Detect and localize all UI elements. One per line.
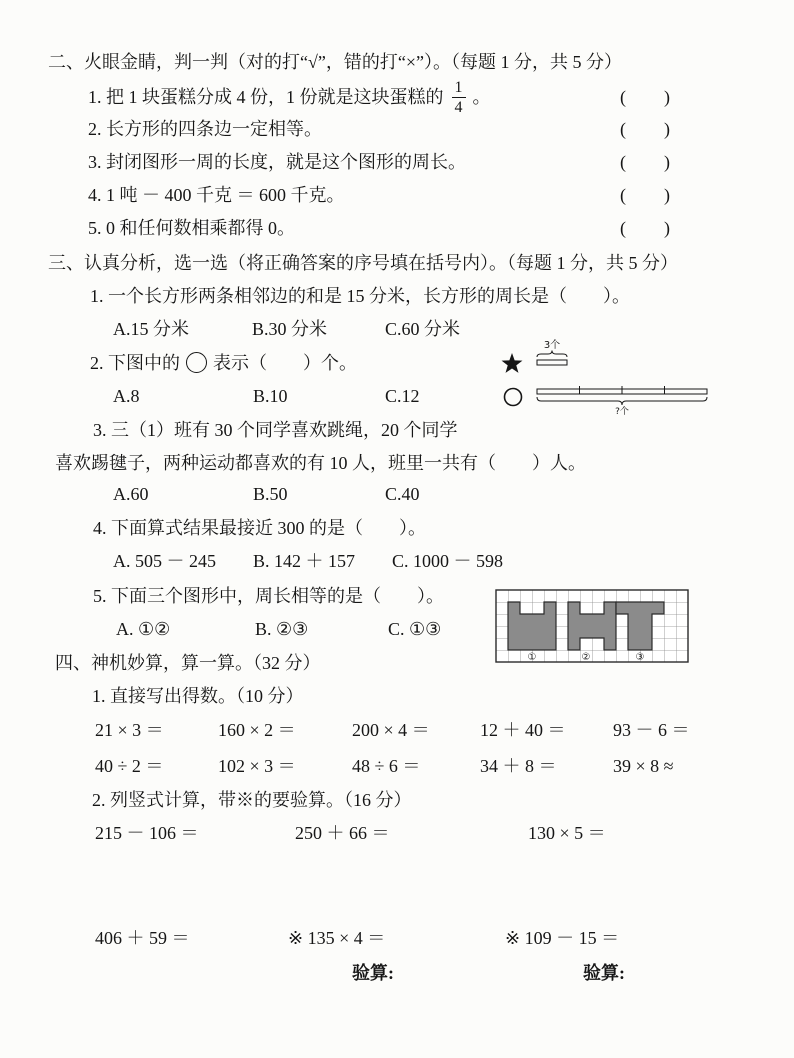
vertical-calc-item: 250 ＋ 66 ＝ <box>295 823 390 843</box>
choice-question-4: 4. 下面算式结果最接近 300 的是（ ）。 <box>93 518 426 538</box>
circle-count-label: ?个 <box>615 407 629 417</box>
paren-open: ( <box>620 119 626 139</box>
judge-question-3: 3. 封闭图形一周的长度，就是这个图形的周长。 <box>88 152 466 172</box>
answer-blank-3 <box>620 151 670 173</box>
section-title-calc: 四、神机妙算，算一算。（32 分） <box>55 653 321 673</box>
star-bar <box>537 360 567 365</box>
paren-close: ) <box>664 119 670 139</box>
judge-question-1-text: 1. 把 1 块蛋糕分成 4 份，1 份就是这块蛋糕的 <box>88 87 444 107</box>
option-b: B.10 <box>253 386 288 406</box>
judge-question-1 <box>88 78 491 116</box>
oral-calc-item: 12 ＋ 40 ＝ <box>480 720 566 740</box>
option-a: A. ①② <box>116 619 171 639</box>
grid-figure <box>494 588 690 664</box>
oral-calc-item: 48 ÷ 6 ＝ <box>352 756 421 776</box>
option-c: C. 1000 － 598 <box>392 551 504 571</box>
vertical-calc-item: 215 － 106 ＝ <box>95 823 199 843</box>
star-brace <box>537 351 567 358</box>
choice-question-5: 5. 下面三个图形中，周长相等的是（ ）。 <box>93 586 444 606</box>
judge-question-1-suffix: 。 <box>472 87 491 107</box>
option-b: B. ②③ <box>255 619 309 639</box>
option-b: B. 142 ＋ 157 <box>253 551 356 571</box>
star-icon <box>502 353 523 373</box>
option-b: B.50 <box>253 484 288 504</box>
judge-question-4: 4. 1 吨 － 400 千克 ＝ 600 千克。 <box>88 185 345 205</box>
judge-question-2: 2. 长方形的四条边一定相等。 <box>88 119 322 139</box>
circle-icon <box>186 352 207 373</box>
oral-calc-item: 160 × 2 ＝ <box>218 720 296 740</box>
choice-question-2 <box>90 352 357 375</box>
fraction-denominator: 4 <box>454 98 463 116</box>
judge-question-5: 5. 0 和任何数相乘都得 0。 <box>88 218 295 238</box>
circle-brace <box>537 397 707 405</box>
option-b: B.30 分米 <box>252 319 328 339</box>
oral-calc-item: 34 ＋ 8 ＝ <box>480 756 557 776</box>
oral-calc-item: 21 × 3 ＝ <box>95 720 164 740</box>
star-count-label: 3个 <box>543 340 561 351</box>
option-c: C.60 分米 <box>385 319 461 339</box>
option-c: C.40 <box>385 484 420 504</box>
vertical-calc-item: 406 ＋ 59 ＝ <box>95 928 190 948</box>
figure-3-label: ③ <box>635 652 645 663</box>
paren-open: ( <box>620 152 626 172</box>
oral-calc-item: 102 × 3 ＝ <box>218 756 296 776</box>
answer-blank-5 <box>620 217 670 239</box>
vertical-calc-item: ※ 135 × 4 ＝ <box>288 928 386 948</box>
fraction-numerator: 1 <box>452 79 466 98</box>
paren-close: ) <box>664 152 670 172</box>
option-a: A.8 <box>113 386 140 406</box>
oral-calc-item: 200 × 4 ＝ <box>352 720 430 740</box>
circle-icon <box>505 389 522 406</box>
option-c: C. ①③ <box>388 619 442 639</box>
option-c: C.12 <box>385 386 420 406</box>
paren-open: ( <box>620 87 626 107</box>
check-label: 验算: <box>352 963 394 983</box>
oral-calc-item: 39 × 8 ≈ <box>613 756 674 776</box>
paren-close: ) <box>664 87 670 107</box>
choice-question-2-text-after: 表示（ ）个。 <box>213 353 357 373</box>
check-label: 验算: <box>583 963 625 983</box>
choice-question-3: 3. 三（1）班有 30 个同学喜欢跳绳，20 个同学 <box>93 420 458 440</box>
paren-close: ) <box>664 218 670 238</box>
star-circle-diagram <box>495 338 710 420</box>
vertical-calc-title: 2. 列竖式计算，带※的要验算。（16 分） <box>92 790 412 810</box>
oral-calc-item: 40 ÷ 2 ＝ <box>95 756 164 776</box>
answer-blank-1 <box>620 86 670 108</box>
section-title-judge: 二、火眼金睛，判一判（对的打“√”，错的打“×”）。（每题 1 分，共 5 分） <box>48 52 622 72</box>
option-a: A.15 分米 <box>113 319 189 339</box>
answer-blank-4 <box>620 184 670 206</box>
choice-question-3-continued: 喜欢踢毽子，两种运动都喜欢的有 10 人，班里一共有（ ）人。 <box>55 453 586 473</box>
oral-calc-title: 1. 直接写出得数。（10 分） <box>92 686 304 706</box>
choice-question-2-text-before: 2. 下图中的 <box>90 353 180 373</box>
section-title-choice: 三、认真分析，选一选（将正确答案的序号填在括号内）。（每题 1 分，共 5 分） <box>48 253 678 273</box>
vertical-calc-item: 130 × 5 ＝ <box>528 823 606 843</box>
option-a: A.60 <box>113 484 149 504</box>
answer-blank-2 <box>620 118 670 140</box>
paren-open: ( <box>620 218 626 238</box>
paren-close: ) <box>664 185 670 205</box>
paren-open: ( <box>620 185 626 205</box>
figure-1-label: ① <box>527 652 537 663</box>
choice-question-1: 1. 一个长方形两条相邻边的和是 15 分米，长方形的周长是（ ）。 <box>90 286 630 306</box>
figure-2-label: ② <box>581 652 591 663</box>
oral-calc-item: 93 － 6 ＝ <box>613 720 690 740</box>
fraction <box>452 79 466 116</box>
vertical-calc-item: ※ 109 － 15 ＝ <box>505 928 620 948</box>
option-a: A. 505 － 245 <box>113 551 216 571</box>
